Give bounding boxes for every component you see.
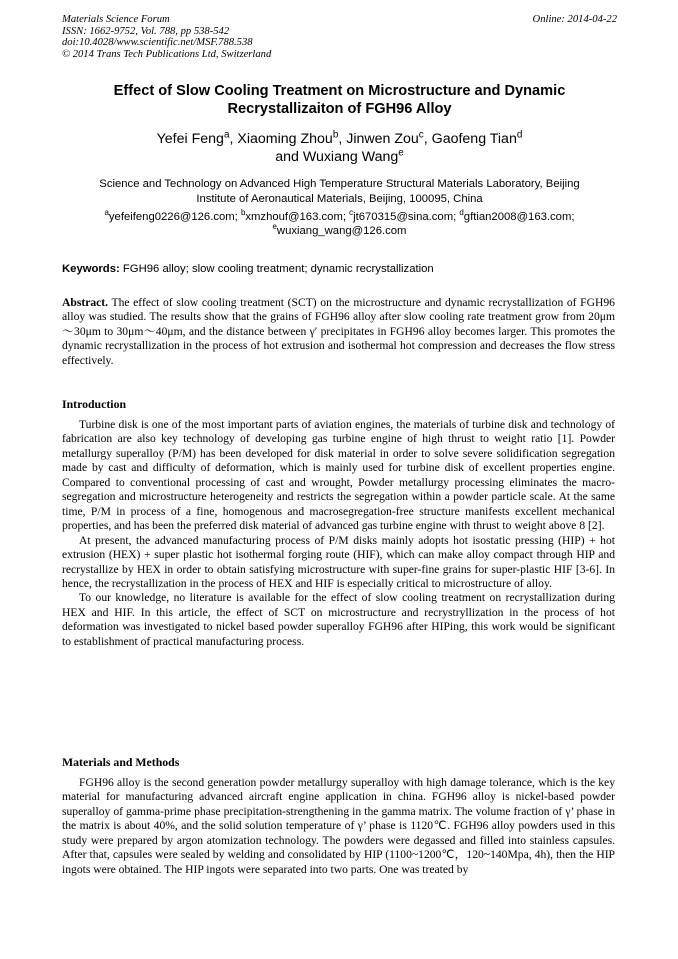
author-sup: e [398,147,404,159]
email-line-2 [62,224,617,238]
email-address: xmzhouf@163.com; [245,211,350,223]
doi-line: doi:10.4028/www.scientific.net/MSF.788.538 [62,37,253,49]
affiliation-line-1: Science and Technology on Advanced High Temperature Structural Materials Laboratory, Beijing [99,178,580,190]
email-sup: c [349,208,354,218]
title-line-2: Recrystallizaiton of FGH96 Alloy [227,101,452,117]
abstract [62,296,615,368]
affiliation [62,177,617,206]
email-sup: e [272,222,277,232]
introduction-heading: Introduction [62,397,127,411]
paragraph: FGH96 alloy is the second generation powder metallurgy superalloy with high damage tolerance, which is the key material for manufacturing advanced aircraft engine application in china. FGH96 alloy is nickel-based powder superalloy of gamma-prime phase precipitation-strengthening in the gamma matrix. The volume fraction of γ’ phase in the matrix is about 40%, and the solid solution temperature of γ’ phase is 1120℃. FGH96 alloy powders used in this study were prepared by argon atomization technology. The powders were degassed and filled into stainless capsules. After that, capsules were sealed by welding and consolidated by HIP (1100~1200℃，120~140Mpa, 4h), then the HIP ingots were obtained. The HIP ingots were separated into two parts. One was treated by [62,776,615,876]
paragraph: Turbine disk is one of the most important parts of aviation engines, the materials of turbine disk and technology of fabrication are also key technology of developing gas turbine engine of high thrust to weight ratio [1]. Powder metallurgy superalloy (P/M) has been developed for disk material in order to solve severe solidification segregation made by cast and difficulty of deformation, which is mainly used for turbine disk of excellent properties engine. Compared to conventional processing of cast and wrought, Powder metallurgy processing eliminates the macro- segregation and microstructure heterogeneity and restricts the segregation within a powder particle scale. At the same time, P/M in process of a fine, homogenous and macrosegregation-free structure manifests excellent mechanical properties, and has been the preferred disk material of advanced gas turbine engine with thrust to weight above 8 [2]. [62,418,615,533]
author-name: and Wuxiang Wang [275,149,399,165]
abstract-text: The effect of slow cooling treatment (SCT) on the microstructure and dynamic recrystallization of FGH96 alloy was studied. The results show that the grains of FGH96 alloy after slow cooling rate treatment grow from 20μm～30μm to 30μm～40μm, and the distance between γ′ precipitates in FGH96 alloy becomes larger. This promotes the dynamic recrystallization in the process of hot extrusion and isothermal hot compression and decreases the flow stress effectively. [62,296,615,367]
email-address: gftian2008@163.com; [463,211,575,223]
author-sep: , [423,131,432,147]
author-name: Yefei Feng [156,131,224,147]
author-line-1 [62,130,617,148]
keywords [62,262,617,276]
email-list [62,210,617,238]
author-sup: d [516,129,523,141]
author-line-2 [62,148,617,166]
journal-name: Materials Science Forum [62,14,170,25]
paragraph: At present, the advanced manufacturing process of P/M disks mainly adopts hot isostatic pressing (HIP) + hot extrusion (HEX) + super plastic hot isothermal forging route (HIF), which can make alloy compact through HIP and recrystallize by HEX in order to obtain satisfying microstructure with super-fine grains for super-plastic HIF [3-6]. In hence, the recrystallization in the process of HEX and HIF is especially critical to microstructure of alloy. [62,533,615,590]
email-line-1 [62,210,617,224]
email-address: jt670315@sina.com; [353,211,460,223]
issn-line: ISSN: 1662-9752, Vol. 788, pp 538-542 [62,25,230,37]
introduction-body [62,418,615,649]
author-sup: c [418,129,424,141]
author-sup: a [223,129,230,141]
email-address: yefeifeng0226@126.com; [108,211,241,223]
affiliation-line-2: Institute of Aeronautical Materials, Beijing, 100095, China [196,192,483,205]
paragraph: To our knowledge, no literature is available for the effect of slow cooling treatment on recrystallization during HEX and HIF. In this article, the effect of SCT on microstructure and recrystryllization in the process of hot deformation was investigated to nickel based powder superalloy FGH96 after HIPing, this work would be significant to establishment of practical manufacturing process. [62,591,615,648]
author-sup: b [332,129,339,141]
online-date: Online: 2014-04-22 [532,14,617,25]
paper-title [62,82,617,118]
author-sep: , [229,131,238,147]
materials-methods-body [62,776,615,877]
email-sup: d [459,208,464,218]
keywords-text: FGH96 alloy; slow cooling treatment; dynamic recrystallization [122,263,434,275]
author-name: Jinwen Zou [346,131,419,147]
copyright-line: © 2014 Trans Tech Publications Ltd, Switzerland [62,48,272,60]
author-sep: , [338,131,347,147]
abstract-label: Abstract. [62,296,109,309]
email-sup: b [240,208,246,218]
author-name: Gaofeng Tian [431,131,517,147]
email-address: wuxiang_wang@126.com [276,225,407,237]
author-list [62,130,617,166]
email-sup: a [104,208,109,218]
abstract-paragraph [62,296,615,368]
title-line-1: Effect of Slow Cooling Treatment on Microstructure and Dynamic [113,83,566,99]
author-name: Xiaoming Zhou [237,131,333,147]
materials-methods-heading: Materials and Methods [62,755,180,769]
journal-header [62,14,617,60]
keywords-label: Keywords: [62,263,120,275]
